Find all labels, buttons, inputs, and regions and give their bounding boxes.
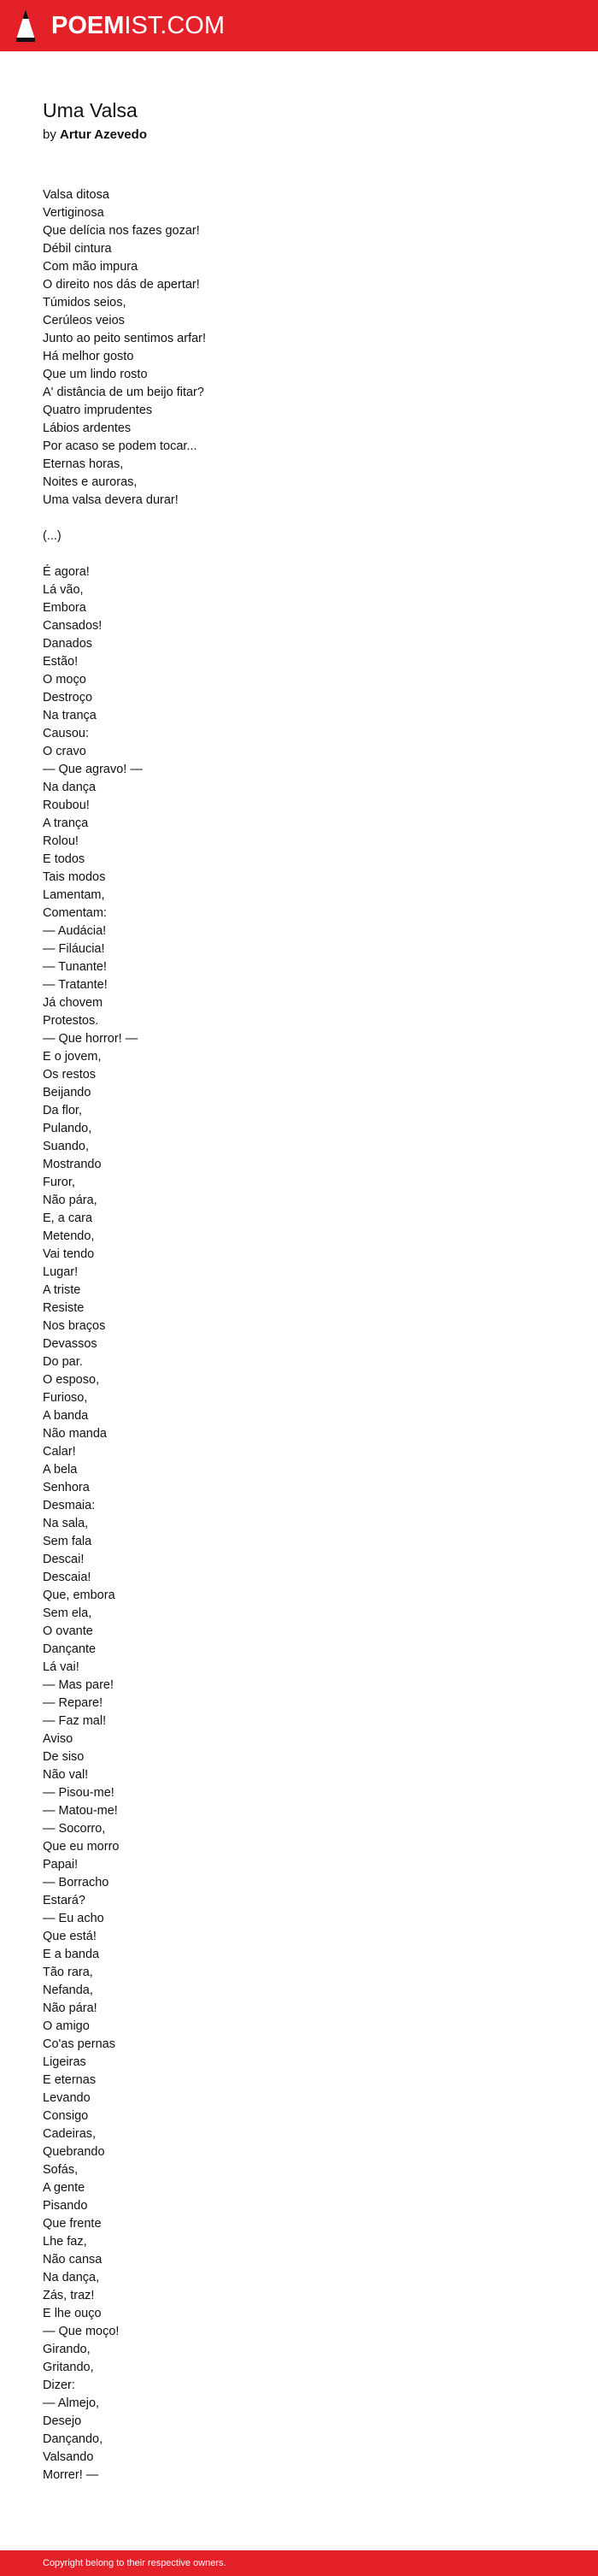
poem-line: Furor, (43, 1176, 75, 1189)
poem-line: — Que moço! (43, 2325, 120, 2338)
poem-title: Uma Valsa (43, 99, 138, 121)
poem-line: Quebrando (43, 2145, 105, 2159)
poem-line: Nefanda, (43, 1984, 93, 1997)
poem-line: Não manda (43, 1427, 107, 1441)
poem-line: Sem fala (43, 1535, 92, 1548)
poem-line: Resiste (43, 1301, 85, 1315)
poem-line: Na dança (43, 781, 97, 794)
poem-line: Na sala, (43, 1517, 89, 1530)
poem-line: Devassos (43, 1337, 97, 1351)
poem-line: Sofás, (43, 2163, 79, 2177)
poem-line: Já chovem (43, 996, 103, 1010)
poem-line: Dançante (43, 1642, 97, 1656)
poem-line: E, a cara (43, 1211, 93, 1225)
poem-line: — Faz mal! (43, 1714, 107, 1728)
poem-line: Não pára! (43, 2001, 97, 2015)
poem-line: Destroço (43, 691, 93, 704)
poem-line: Que um lindo rosto (43, 368, 148, 381)
poem-line: Tão rara, (43, 1966, 93, 1979)
poem-line: Não val! (43, 1768, 89, 1782)
poem-line: Levando (43, 2091, 91, 2105)
poem-line: Girando, (43, 2343, 91, 2356)
poem-line: Quatro imprudentes (43, 404, 153, 417)
poem-line: Valsa ditosa (43, 188, 109, 202)
poem-line: A' distância de um beijo fitar? (43, 386, 204, 399)
poem-line: Desmaia: (43, 1499, 96, 1512)
poem-line: Pisando (43, 2199, 88, 2213)
poem-line: Na trança (43, 709, 97, 722)
poem-line: Furioso, (43, 1391, 88, 1405)
poem-line: Cerúleos veios (43, 314, 125, 327)
poem-line: Os restos (43, 1068, 97, 1082)
poem-line: — Que agravo! — (43, 763, 143, 776)
poem-line: Danados (43, 637, 93, 651)
poem-line: Calar! (43, 1445, 76, 1459)
poem-line: O esposo, (43, 1373, 100, 1387)
poem-line: Do par. (43, 1355, 83, 1369)
poem-line: A triste (43, 1283, 81, 1297)
poem-line: Pulando, (43, 1122, 92, 1135)
poem-line: Papai! (43, 1858, 79, 1872)
poem-line: Noites e auroras, (43, 475, 138, 489)
poem-line: O direito nos dás de apertar! (43, 278, 200, 292)
poem-line: Morrer! — (43, 2468, 99, 2482)
poem-line: Lá vai! (43, 1660, 79, 1674)
poem-line: Comentam: (43, 906, 107, 920)
poem-line: E a banda (43, 1948, 100, 1961)
poem-line: E o jovem, (43, 1050, 102, 1064)
poem-line: Rolou! (43, 834, 79, 848)
poem-line: Junto ao peito sentimos arfar! (43, 332, 207, 345)
poem-line: Por acaso se podem tocar... (43, 439, 197, 453)
poem-line: Cadeiras, (43, 2127, 97, 2141)
poem-line: (...) (43, 529, 62, 543)
author-link[interactable]: Artur Azevedo (60, 127, 147, 142)
poem-line: — Que horror! — (43, 1032, 138, 1046)
poem-line: Lá vão, (43, 583, 84, 597)
poem-line: Eternas horas, (43, 457, 124, 471)
poem-line: Ligeiras (43, 2055, 86, 2069)
poem-line: — Tratante! (43, 978, 108, 992)
poem-line: Lhe faz, (43, 2235, 87, 2249)
poem-line: Lamentam, (43, 888, 105, 902)
poem-line: Roubou! (43, 799, 90, 812)
poem-line: Zás, traz! (43, 2289, 95, 2302)
poem-line: Lugar! (43, 1265, 79, 1279)
poem-line: Metendo, (43, 1229, 95, 1243)
poem-line: E todos (43, 852, 85, 866)
poem-line: Há melhor gosto (43, 350, 134, 363)
poem-line: Que está! (43, 1930, 97, 1943)
poem-line: Desejo (43, 2414, 82, 2428)
poem-line: O moço (43, 673, 86, 687)
poem-line: E eternas (43, 2073, 97, 2087)
poem-line: A banda (43, 1409, 89, 1423)
poem-line: Descai! (43, 1553, 85, 1566)
poem-line: — Pisou-me! (43, 1786, 114, 1800)
poem-line: Descaia! (43, 1571, 91, 1584)
poem-line: — Repare! (43, 1696, 103, 1710)
poem-line: A bela (43, 1463, 78, 1477)
poem-line: Que, embora (43, 1589, 115, 1602)
poem-line: Consigo (43, 2109, 89, 2123)
poem-body (43, 186, 206, 2485)
logo-regular-text: IST.COM (124, 12, 226, 39)
poem-line: Senhora (43, 1481, 90, 1494)
poem-line: O amigo (43, 2019, 90, 2033)
poem-line: Sem ela, (43, 1606, 92, 1620)
stanza-break (43, 545, 206, 563)
poem-line: Co'as pernas (43, 2037, 115, 2051)
poem-line: Não pára, (43, 1194, 97, 1207)
poem-line: O cravo (43, 745, 86, 758)
poem-line: Dançando, (43, 2432, 103, 2446)
poem-line: Causou: (43, 727, 90, 740)
poem-line: Cansados! (43, 619, 103, 633)
poem-line: E lhe ouço (43, 2307, 102, 2320)
by-prefix: by (43, 127, 56, 142)
poem-line: Com mão impura (43, 260, 138, 274)
poem-line: Gritando, (43, 2361, 94, 2374)
poem-line: Débil cintura (43, 242, 112, 256)
logo-bold-text: POEM (51, 12, 125, 39)
site-header (0, 0, 598, 51)
poem-line: Protestos. (43, 1014, 99, 1028)
poem-line: — Matou-me! (43, 1804, 118, 1818)
byline (43, 127, 147, 144)
poem-line: — Almejo, (43, 2396, 100, 2410)
poem-line: — Socorro, (43, 1822, 106, 1836)
poem-line: Suando, (43, 1140, 90, 1153)
poem-line: Que frente (43, 2217, 102, 2231)
poem-line: De siso (43, 1750, 85, 1764)
poem-line: Uma valsa devera durar! (43, 493, 179, 507)
copyright-text: Copyright belong to their respective owners. (43, 2558, 226, 2568)
stanza-break (43, 510, 206, 528)
poem-line: Que delícia nos fazes gozar! (43, 224, 200, 238)
pencil-icon (15, 9, 36, 43)
poem-line: Aviso (43, 1732, 73, 1746)
poem-line: Mostrando (43, 1158, 102, 1171)
poem-line: — Eu acho (43, 1912, 104, 1925)
poem-line: Vertiginosa (43, 206, 104, 220)
poem-line: Tais modos (43, 870, 106, 884)
poem-line: A trança (43, 816, 89, 830)
poem-line: Dizer: (43, 2379, 75, 2392)
poem-line: Vai tendo (43, 1247, 95, 1261)
poem-line: O ovante (43, 1624, 93, 1638)
poem-line: Lábios ardentes (43, 421, 132, 435)
poem-line: Nos braços (43, 1319, 106, 1333)
poem-line: — Filáucia! (43, 942, 105, 956)
poem-line: Que eu morro (43, 1840, 120, 1854)
poem-line: Estará? (43, 1894, 85, 1907)
poem-line: Beijando (43, 1086, 91, 1099)
poem-line: — Mas pare! (43, 1678, 114, 1692)
poem-line: — Tunante! (43, 960, 107, 974)
site-logo[interactable] (51, 11, 225, 40)
poem-line: Na dança, (43, 2271, 100, 2284)
poem-line: Não cansa (43, 2253, 103, 2267)
poem-line: Túmidos seios, (43, 296, 126, 309)
poem-line: A gente (43, 2181, 85, 2195)
poem-line: — Borracho (43, 1876, 109, 1889)
poem-line: Da flor, (43, 1104, 82, 1117)
poem-line: É agora! (43, 565, 90, 579)
poem-line: Embora (43, 601, 86, 615)
poem-line: — Audácia! (43, 924, 107, 938)
site-footer (0, 2550, 598, 2576)
poem-line: Estão! (43, 655, 79, 669)
poem-line: Valsando (43, 2450, 94, 2464)
